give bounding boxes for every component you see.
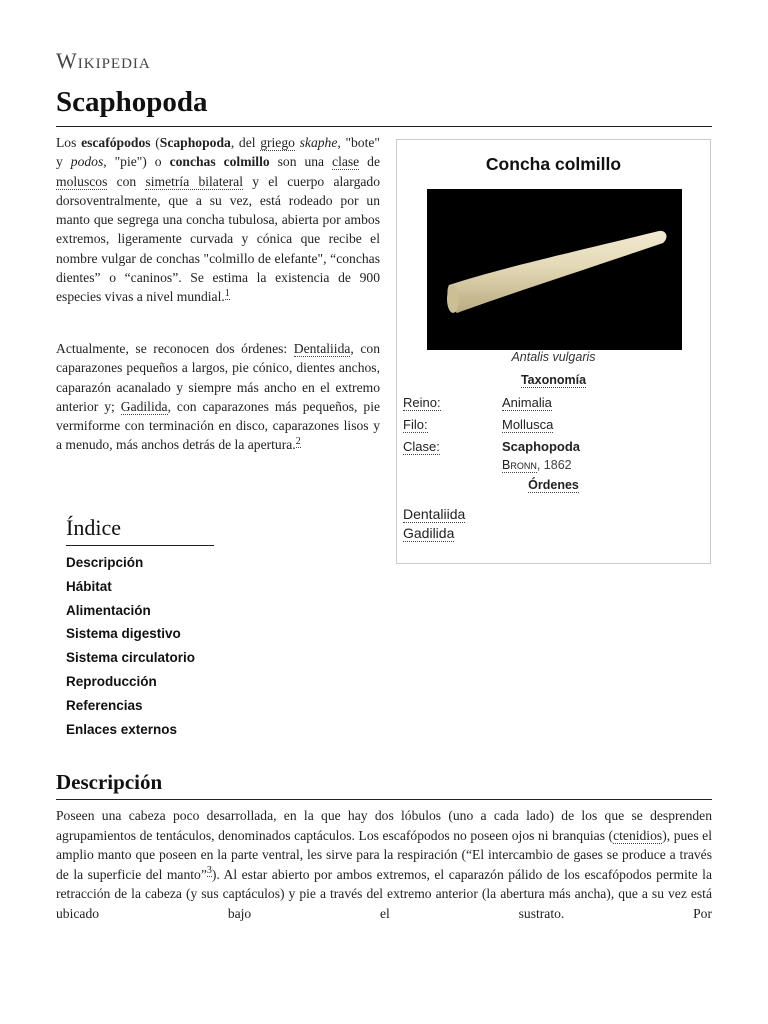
label-filo[interactable]: Filo: bbox=[403, 417, 428, 432]
tusk-shell-image[interactable] bbox=[427, 189, 682, 350]
authority-bronn[interactable]: Bronn bbox=[502, 458, 537, 472]
page-title: Scaphopoda bbox=[56, 86, 208, 118]
italic-term-podos: podos bbox=[70, 154, 104, 170]
orders-heading bbox=[397, 478, 710, 492]
orders-heading-label: Órdenes bbox=[528, 478, 579, 492]
reference-1[interactable]: 1 bbox=[224, 287, 230, 299]
link-ctenidios[interactable]: ctenidios bbox=[613, 827, 663, 843]
section-title-descripcion: Descripción bbox=[56, 770, 163, 794]
text-run: y el cuerpo alargado dorsoventralmente, que a su vez, está rodeado por un manto que segrega una concha tubulosa, abierta por ambos extremos, ligeramente curvada y cónica que recibe el nombre vulgar de conchas "colmillo de elefante", “conchas dientes” o “caninos”. Se estima la existencia de 900 especies vivas a nivel mundial. bbox=[56, 173, 380, 305]
order-gadilida[interactable]: Gadilida bbox=[403, 525, 455, 541]
toc-item-alimentacion[interactable]: Alimentación bbox=[66, 602, 151, 618]
text-run: de bbox=[359, 154, 381, 170]
toc-item-sistema-circulatorio[interactable]: Sistema circulatorio bbox=[66, 650, 196, 666]
text-run: con bbox=[107, 173, 146, 189]
text-run: ). Al estar abierto por ambos extremos, el caparazón pálido de los escafópodos permite la retracción de la cabeza (y sus captáculos) y pie a través del extremo anterior (la abertura más ancha), que a su vez está ubicado bajo el sustrato. Por bbox=[56, 866, 712, 921]
wikipedia-logo[interactable]: Wikipedia bbox=[56, 48, 151, 73]
text-run: ), pues el amplio manto que poseen en la parte ventral, les sirve para la respiración (“El intercambio de gases se produce a través de la superficie del manto” bbox=[56, 827, 712, 882]
link-gadilida[interactable]: Gadilida bbox=[120, 398, 168, 414]
link-griego[interactable]: griego bbox=[260, 135, 295, 150]
toc-title: Índice bbox=[66, 515, 121, 540]
text-run: Actualmente, se reconocen dos órdenes: bbox=[56, 341, 294, 356]
text-run: Los bbox=[56, 135, 82, 150]
text-run: son una bbox=[269, 154, 333, 170]
descripcion-paragraph bbox=[56, 806, 712, 924]
value-reino[interactable]: Animalia bbox=[502, 395, 552, 410]
intro-paragraph-1 bbox=[56, 133, 380, 307]
text-run: , "bote" y bbox=[56, 135, 380, 170]
toc-item-reproduccion[interactable]: Reproducción bbox=[66, 673, 157, 689]
taxonomy-heading-label[interactable]: Taxonomía bbox=[520, 373, 587, 387]
link-moluscos[interactable]: moluscos bbox=[56, 173, 108, 189]
link-simetria-bilateral[interactable]: simetría bilateral bbox=[145, 173, 243, 189]
title-divider bbox=[56, 126, 712, 127]
text-run: , con caparazones pequeños a largos, pie cónico, dientes anchos, caparazón acanalado y siempre más ancho en el extremo anterior y; bbox=[56, 341, 380, 414]
section-divider bbox=[56, 799, 712, 800]
taxobox bbox=[396, 139, 711, 564]
authority bbox=[502, 458, 572, 472]
authority-year: , 1862 bbox=[536, 458, 572, 472]
bold-term-scaphopoda: Scaphopoda bbox=[159, 135, 231, 150]
link-clase[interactable]: clase bbox=[332, 154, 360, 170]
intro-paragraph-2 bbox=[56, 339, 380, 455]
toc-divider bbox=[66, 545, 214, 546]
label-clase[interactable]: Clase: bbox=[403, 439, 440, 454]
reference-2[interactable]: 2 bbox=[295, 435, 301, 447]
bold-term-escafopodos: escafópodos bbox=[81, 135, 151, 150]
italic-term-skaphe: skaphe bbox=[299, 135, 338, 150]
label-reino[interactable]: Reino: bbox=[403, 395, 441, 410]
table-of-contents bbox=[66, 551, 195, 741]
text-run: , "pie") o bbox=[103, 154, 170, 170]
taxonomy-heading[interactable] bbox=[397, 373, 710, 387]
toc-item-sistema-digestivo[interactable]: Sistema digestivo bbox=[66, 626, 181, 642]
text-run: , con caparazones más pequeños, pie vermiforme con terminación en disco, caparazones lisos y a menudo, más anchos detrás de la apertura. bbox=[56, 398, 381, 453]
order-dentaliida[interactable]: Dentaliida bbox=[403, 506, 466, 522]
reference-3[interactable]: 3 bbox=[206, 865, 212, 877]
toc-item-enlaces-externos[interactable]: Enlaces externos bbox=[66, 721, 178, 737]
taxobox-caption: Antalis vulgaris bbox=[511, 350, 596, 364]
toc-item-referencias[interactable]: Referencias bbox=[66, 697, 143, 713]
text-run: Poseen una cabeza poco desarrollada, en la que hay dos lóbulos (uno a cada lado) de los que se desprenden agrupamientos de tentáculos, denominados captáculos. Los escafópodos no poseen ojos ni branquias ( bbox=[56, 808, 712, 843]
toc-item-descripcion[interactable]: Descripción bbox=[66, 555, 144, 570]
link-dentaliida[interactable]: Dentaliida bbox=[293, 341, 351, 356]
text-run: ( bbox=[150, 135, 160, 150]
bold-term-conchas-colmillo: conchas colmillo bbox=[169, 154, 270, 170]
toc-item-habitat[interactable]: Hábitat bbox=[66, 578, 112, 594]
value-clase: Scaphopoda bbox=[502, 439, 581, 454]
value-filo[interactable]: Mollusca bbox=[502, 417, 554, 432]
text-run: , del bbox=[230, 135, 261, 150]
taxobox-title: Concha colmillo bbox=[485, 154, 622, 174]
